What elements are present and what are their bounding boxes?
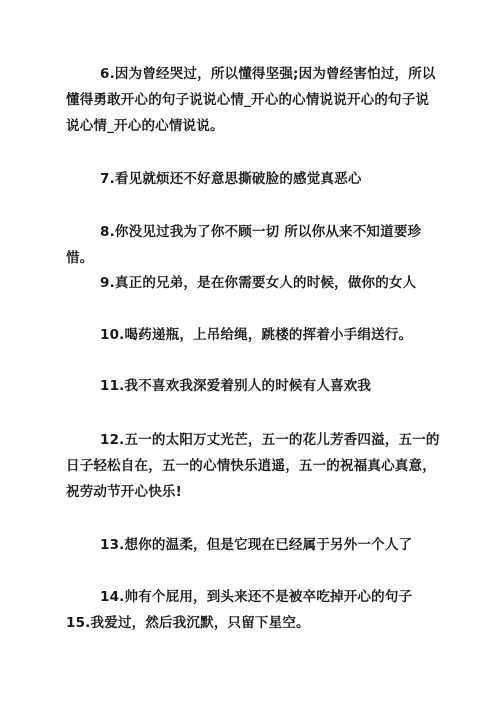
paragraph-9: 9.真正的兄弟，是在你需要女人的时候，做你的女人 [100, 275, 417, 291]
paragraph-12: 12.五一的太阳万丈光芒，五一的花儿芳香四溢，五一的日子轻松自在，五一的心情快乐逍遥，五一的祝福真心真意，祝劳动节开心快乐! [66, 432, 440, 500]
paragraph-14-text: 14.帅有个屁用，到头来还不是被卒吃掉开心的句子 [100, 589, 413, 605]
paragraph-15-text: 15.我爱过，然后我沉默，只留下星空。 [66, 615, 310, 631]
paragraph-11: 11.我不喜欢我深爱着别人的时候有人喜欢我 [100, 378, 372, 394]
paragraph-14-15 [66, 584, 442, 636]
paragraph-6: 6.因为曾经哭过，所以懂得坚强;因为曾经害怕过，所以懂得勇敢开心的句子说说心情_开心的心情说说开心的句子说说心情_开心的心情说说。 [66, 66, 436, 134]
paragraph-8: 8.你没见过我为了你不顾一切 所以你从来不知道要珍惜。 [66, 224, 422, 266]
paragraph-13: 13.想你的温柔，但是它现在已经属于另外一个人了 [100, 537, 413, 553]
paragraph-10: 10.喝药递瓶，上吊给绳，跳楼的挥着小手绢送行。 [100, 327, 413, 343]
paragraph-7: 7.看见就烦还不好意思撕破脸的感觉真恶心 [100, 171, 362, 187]
